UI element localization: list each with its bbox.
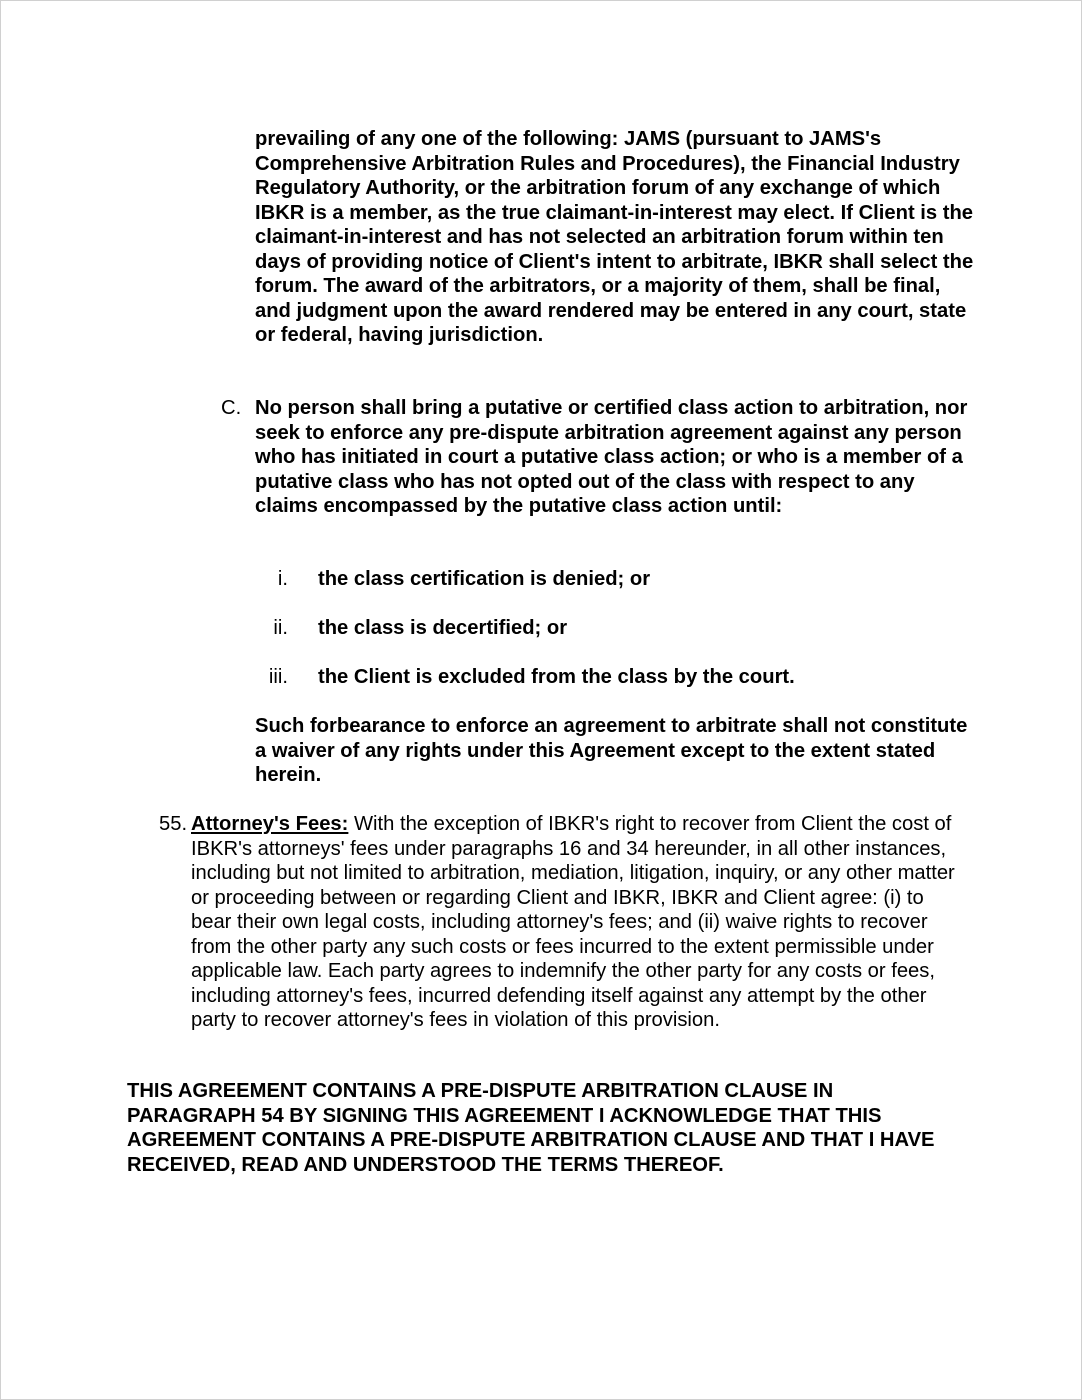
paragraph-55 xyxy=(191,812,961,1033)
list-item-text: the class is decertified; or xyxy=(318,617,568,639)
list-item-marker: iii. xyxy=(268,666,288,688)
list-item-marker: ii. xyxy=(273,617,288,639)
list-item-marker: i. xyxy=(277,568,288,590)
closing-notice: THIS AGREEMENT CONTAINS A PRE-DISPUTE ARBITRATION CLAUSE IN PARAGRAPH 54 BY SIGNING THIS AGREEMENT I ACKNOWLEDGE THAT THIS AGREEMENT CONTAINS A PRE-DISPUTE ARBITRATION CLAUSE AND THAT I HAVE RECEIVED, READ AND UNDERSTOOD THE TERMS THEREOF. xyxy=(127,1080,935,1176)
forbearance-paragraph: Such forbearance to enforce an agreement to arbitrate shall not constitute a waiver of any rights under this Agreement except to the extent stated herein. xyxy=(255,715,968,786)
list-item-text: the Client is excluded from the class by the court. xyxy=(318,666,795,688)
paragraph-55-heading: Attorney's Fees: xyxy=(191,813,349,835)
section-c-text: No person shall bring a putative or certified class action to arbitration, nor seek to enforce any pre-dispute arbitration agreement against any person who has initiated in court a putative class action; or who is a member of a putative class who has not opted out of the class with respect to any claims encompassed by the putative class action until: xyxy=(255,397,968,517)
paragraph-55-number: 55. xyxy=(159,813,188,835)
paragraph-55-text: With the exception of IBKR's right to recover from Client the cost of IBKR's attorneys' fees under paragraphs 16 and 34 hereunder, in all other instances, including but not limited to arbitration, mediation, litigation, inquiry, or any other matter or proceeding between or regarding Client and IBKR, IBKR and Client agree: (i) to bear their own legal costs, including attorney's fees; and (ii) waive rights to recover from the other party any such costs or fees incurred to the extent permissible under applicable law. Each party agrees to indemnify the other party for any costs or fees, including attorney's fees, incurred defending itself against any attempt by the other party to recover attorney's fees in violation of this provision. xyxy=(191,813,955,1031)
continuation-paragraph: prevailing of any one of the following: JAMS (pursuant to JAMS's Comprehensive Arbitration Rules and Procedures), the Financial Industry Regulatory Authority, or the arbitration forum of any exchange of which IBKR is a member, as the true claimant-in-interest may elect. If Client is the claimant-in-interest and has not selected an arbitration forum within ten days of providing notice of Client's intent to arbitrate, IBKR shall select the forum. The award of the arbitrators, or a majority of them, shall be final, and judgment upon the award rendered may be entered in any court, state or federal, having jurisdiction. xyxy=(255,128,974,346)
list-item-text: the class certification is denied; or xyxy=(318,568,651,590)
section-c-marker: C. xyxy=(221,397,242,419)
